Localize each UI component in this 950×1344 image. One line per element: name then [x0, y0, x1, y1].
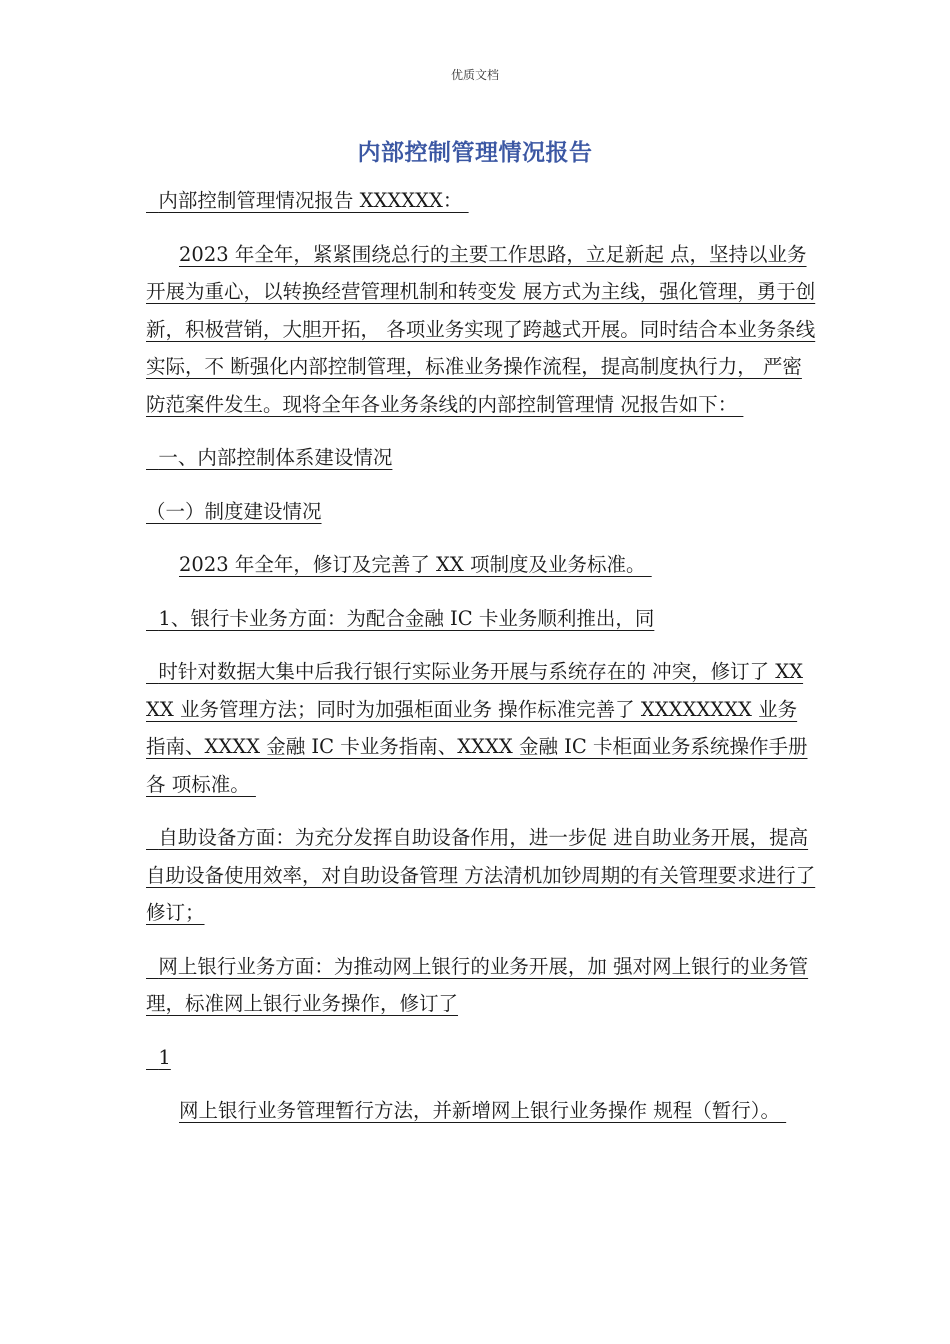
page-header: 优质文档 — [450, 68, 499, 82]
intro-paragraph: 2023 年全年，紧紧围绕总行的主要工作思路，立足新起 点，坚持以业务开展为重心，以转换经营管理机制和转变发 展方式为主线，强化管理，勇于创新，积极营销，大胆开拓， 各项业务实现了跨越式开展。同时结合本业务条线实际，不 断强化内部控制管理，标准业务操作流程，提高制度执行力， 严密防范案件发生。现将全年各业务条线的内部控制管理情 况报告如下： — [146, 242, 816, 416]
page-number: 1 — [146, 1045, 171, 1069]
subsection-heading-1: （一）制度建设情况 — [146, 499, 322, 523]
self-service-paragraph: 自助设备方面：为充分发挥自助设备作用，进一步促 进自助业务开展，提高自助设备使用效率，对自助设备管理 方法清机加钞周期的有关管理要求进行了修订； — [146, 826, 816, 924]
bank-card-continued-paragraph: 时针对数据大集中后我行银行实际业务开展与系统存在的 冲突，修订了 XXXX 业务管理方法；同时为加强柜面业务 操作标准完善了 XXXXXXXX 业务指南、XXXX 金融 IC 卡业务指南、XXXX 金融 IC 卡柜面业务系统操作手册各 项标准。 — [146, 660, 808, 796]
document-title: 内部控制管理情况报告 — [357, 140, 593, 166]
summary-paragraph: 2023 年全年，修订及完善了 XX 项制度及业务标准。 — [179, 553, 652, 576]
online-banking-continued-paragraph: 网上银行业务管理暂行方法，并新增网上银行业务操作 规程（暂行）。 — [179, 1099, 787, 1122]
report-salutation: 内部控制管理情况报告 XXXXXX： — [146, 189, 469, 212]
document-body — [146, 182, 816, 1130]
section-heading-1: 一、内部控制体系建设情况 — [146, 446, 393, 469]
online-banking-paragraph: 网上银行业务方面：为推动网上银行的业务开展，加 强对网上银行的业务管理，标准网上银行业务操作，修订了 — [146, 954, 809, 1015]
bank-card-paragraph: 1、银行卡业务方面：为配合金融 IC 卡业务顺利推出，同 — [146, 606, 655, 630]
